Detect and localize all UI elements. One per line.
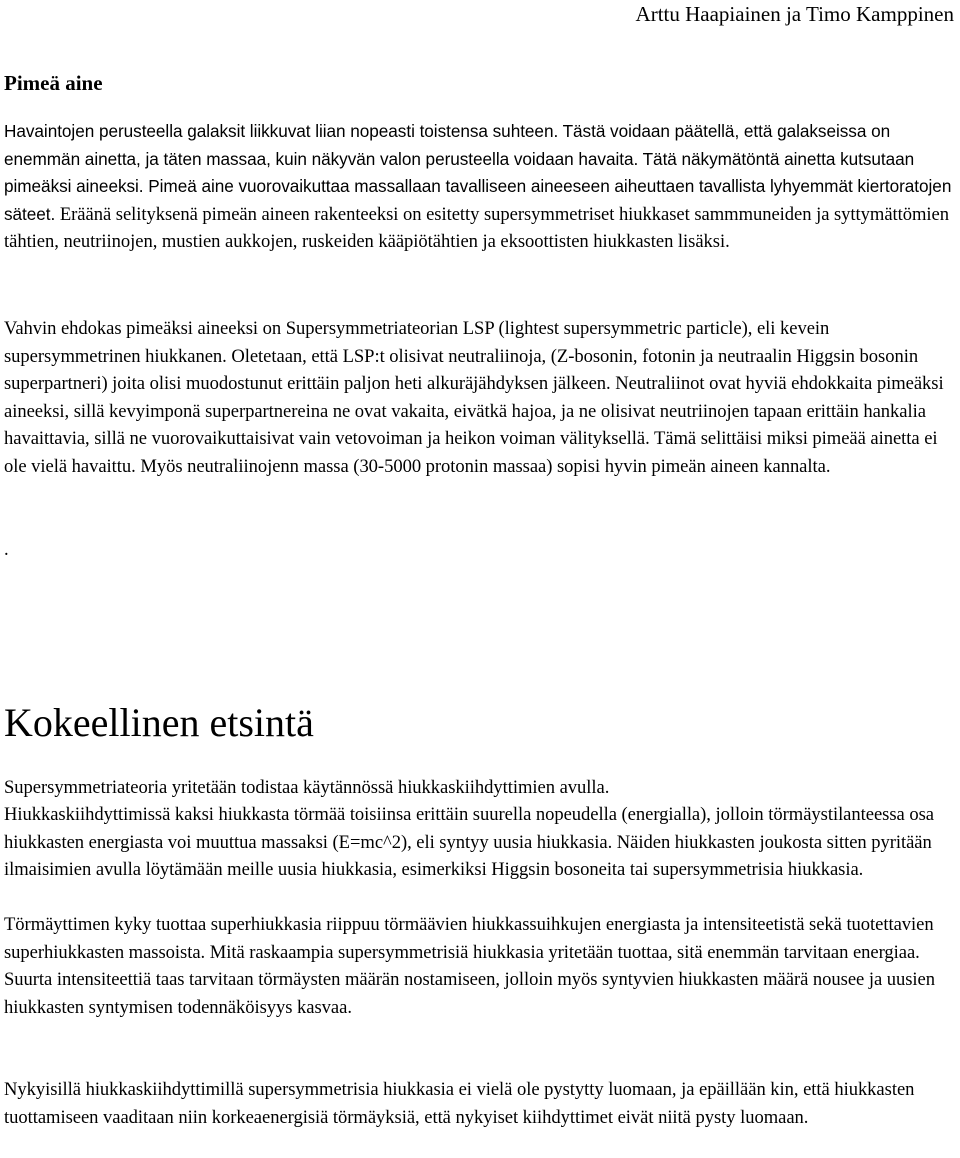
paragraph-dot: . <box>4 539 9 560</box>
paragraph-current-accelerators: Nykyisillä hiukkaskiihdyttimillä supersymmetrisia hiukkasia ei vielä ole pystytty luomaan, ja epäillään kin, että hiukkasten tuottamiseen vaaditaan niin korkeaenergisiä törmäyksiä, että nykyiset kiihdyttimet eivät niitä pysty luomaan. <box>4 1079 915 1128</box>
paragraph-lsp-candidate: Vahvin ehdokas pimeäksi aineeksi on Supersymmetriateorian LSP (lightest supersymmetric particle), eli kevein supersymmetrinen hiukkanen. Oletetaan, että LSP:t olisivat neutraliinoja, (Z-bosonin, fotonin ja neutraalin Higgsin bosonin superpartneri) joita olisi muodostunut erittäin paljon heti alkuräjähdyksen jälkeen. Neutraliinot ovat hyviä ehdokkaita pimeäksi aineeksi, sillä kevyimponä superpartnereina ne ovat vakaita, eivätkä hajoa, ja ne olisivat neutriinojen tapaan erittäin hankalia havaittavia, sillä ne vuorovaikuttaisivat vain vetovoiman ja heikon voiman välityksellä. Tämä selittäisi miksi pimeää ainetta ei ole vielä havaittu. Myös neutraliinojenn massa (30-5000 protonin massaa) sopisi hyvin pimeän aineen kannalta. <box>4 318 944 477</box>
authors-header: Arttu Haapiainen ja Timo Kamppinen <box>635 2 954 26</box>
paragraph-accelerator-intro: Supersymmetriateoria yritetään todistaa käytännössä hiukkaskiihdyttimien avulla. <box>4 777 610 798</box>
section-title-dark-matter: Pimeä aine <box>4 71 103 95</box>
section-title-experimental-search: Kokeellinen etsintä <box>4 700 314 745</box>
paragraph-collider-capability: Törmäyttimen kyky tuottaa superhiukkasia riippuu törmäävien hiukkassuihkujen energiasta ja intensiteetistä sekä tuotettavien superhiukkasten massoista. Mitä raskaampia supersymmetrisiä hiukkasia yritetään tuottaa, sitä enemmän tarvitaan energiaa. Suurta intensiteettiä taas tarvitaan törmäysten määrän nostamiseen, jolloin myös syntyvien hiukkasten määrä nousee ja uusien hiukkasten syntymisen todennäköisyys kasvaa. <box>4 914 935 1018</box>
paragraph-dark-matter-intro-sans: Havaintojen perusteella galaksit liikkuvat liian nopeasti toistensa suhteen. Tästä voidaan päätellä, että galakseissa on enemmän ainetta, ja täten massaa, kuin näkyvän valon perusteella voidaan havaita. Tätä näkymätöntä ainetta kutsutaan pimeäksi aineeksi. Pimeä aine vuorovaikuttaa massallaan tavalliseen aineeseen aiheuttaen tavallista lyhyemmät kiertoratojen säteet. <box>4 121 952 224</box>
paragraph-collisions: Hiukkaskiihdyttimissä kaksi hiukkasta törmää toisiinsa erittäin suurella nopeudella (energialla), jolloin törmäystilanteessa osa hiukkasten energiasta voi muuttua massaksi (E=mc^2), eli syntyy uusia hiukkasia. Näiden hiukkasten joukosta sitten pyritään ilmaisimien avulla löytämään meille uusia hiukkasia, esimerkiksi Higgsin bosoneita tai supersymmetrisia hiukkasia. <box>4 804 934 880</box>
paragraph-dark-matter-intro <box>4 118 952 256</box>
paragraph-dark-matter-intro-serif: Eräänä selityksenä pimeän aineen rakenteeksi on esitetty supersymmetriset hiukkaset sammmuneiden ja syttymättömien tähtien, neutriinojen, mustien aukkojen, ruskeiden kääpiötähtien ja eksoottisten hiukkasten lisäksi. <box>4 203 949 252</box>
